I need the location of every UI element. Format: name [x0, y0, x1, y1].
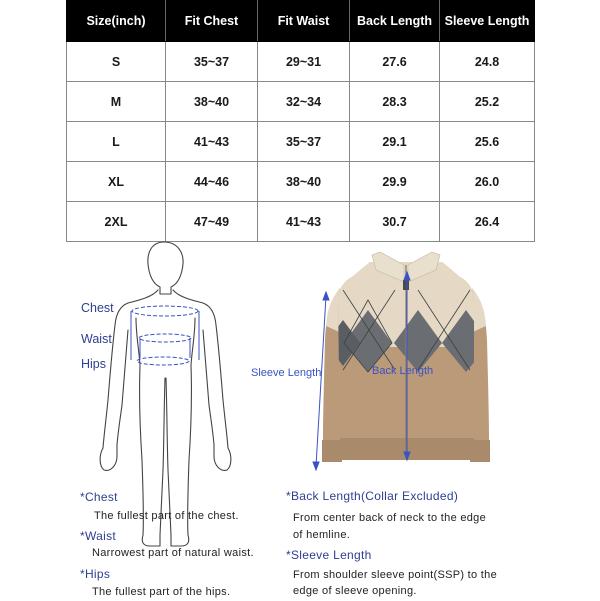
back-length-label: Back Length — [372, 365, 434, 377]
header-fit-chest: Fit Chest — [166, 1, 258, 42]
table-cell: 30.7 — [350, 202, 440, 242]
waist-definition-title: *Waist — [80, 529, 117, 543]
sleeve-length-label: Sleeve Length — [251, 367, 322, 379]
table-cell: 28.3 — [350, 82, 440, 122]
table-cell: 41~43 — [258, 202, 350, 242]
table-cell: 32~34 — [258, 82, 350, 122]
header-sleeve-length: Sleeve Length — [440, 1, 535, 42]
header-size: Size(inch) — [67, 1, 166, 42]
table-cell: 38~40 — [258, 162, 350, 202]
sleeve-length-definition-line2: edge of sleeve opening. — [293, 585, 417, 597]
table-cell: L — [67, 122, 166, 162]
chest-definition-title: *Chest — [80, 490, 118, 504]
header-back-length: Back Length — [350, 1, 440, 42]
hips-label: Hips — [81, 357, 107, 371]
back-length-definition-title: *Back Length(Collar Excluded) — [286, 489, 459, 503]
table-cell: 25.2 — [440, 82, 535, 122]
table-cell: 38~40 — [166, 82, 258, 122]
back-length-definition-line2: of hemline. — [293, 529, 351, 541]
waist-label: Waist — [81, 332, 112, 346]
header-fit-waist: Fit Waist — [258, 1, 350, 42]
table-cell: 27.6 — [350, 42, 440, 82]
table-cell: S — [67, 42, 166, 82]
back-length-definition-line1: From center back of neck to the edge — [293, 512, 487, 524]
hips-definition-title: *Hips — [80, 567, 111, 581]
chest-definition-text: The fullest part of the chest. — [94, 510, 239, 522]
sleeve-length-definition-title: *Sleeve Length — [286, 548, 372, 562]
table-cell: 35~37 — [258, 122, 350, 162]
table-cell: 29~31 — [258, 42, 350, 82]
table-cell: XL — [67, 162, 166, 202]
sleeve-length-definition-line1: From shoulder sleeve point(SSP) to the — [293, 569, 497, 581]
hips-definition-text: The fullest part of the hips. — [92, 586, 231, 598]
table-cell: 26.4 — [440, 202, 535, 242]
table-cell: 29.9 — [350, 162, 440, 202]
table-cell: 44~46 — [166, 162, 258, 202]
table-cell: 29.1 — [350, 122, 440, 162]
table-cell: 25.6 — [440, 122, 535, 162]
table-cell: 24.8 — [440, 42, 535, 82]
table-cell: 35~37 — [166, 42, 258, 82]
table-cell: 41~43 — [166, 122, 258, 162]
table-cell: 26.0 — [440, 162, 535, 202]
table-cell: 47~49 — [166, 202, 258, 242]
chest-label: Chest — [81, 301, 114, 315]
table-cell: M — [67, 82, 166, 122]
table-cell: 2XL — [67, 202, 166, 242]
waist-definition-text: Narrowest part of natural waist. — [92, 547, 254, 559]
